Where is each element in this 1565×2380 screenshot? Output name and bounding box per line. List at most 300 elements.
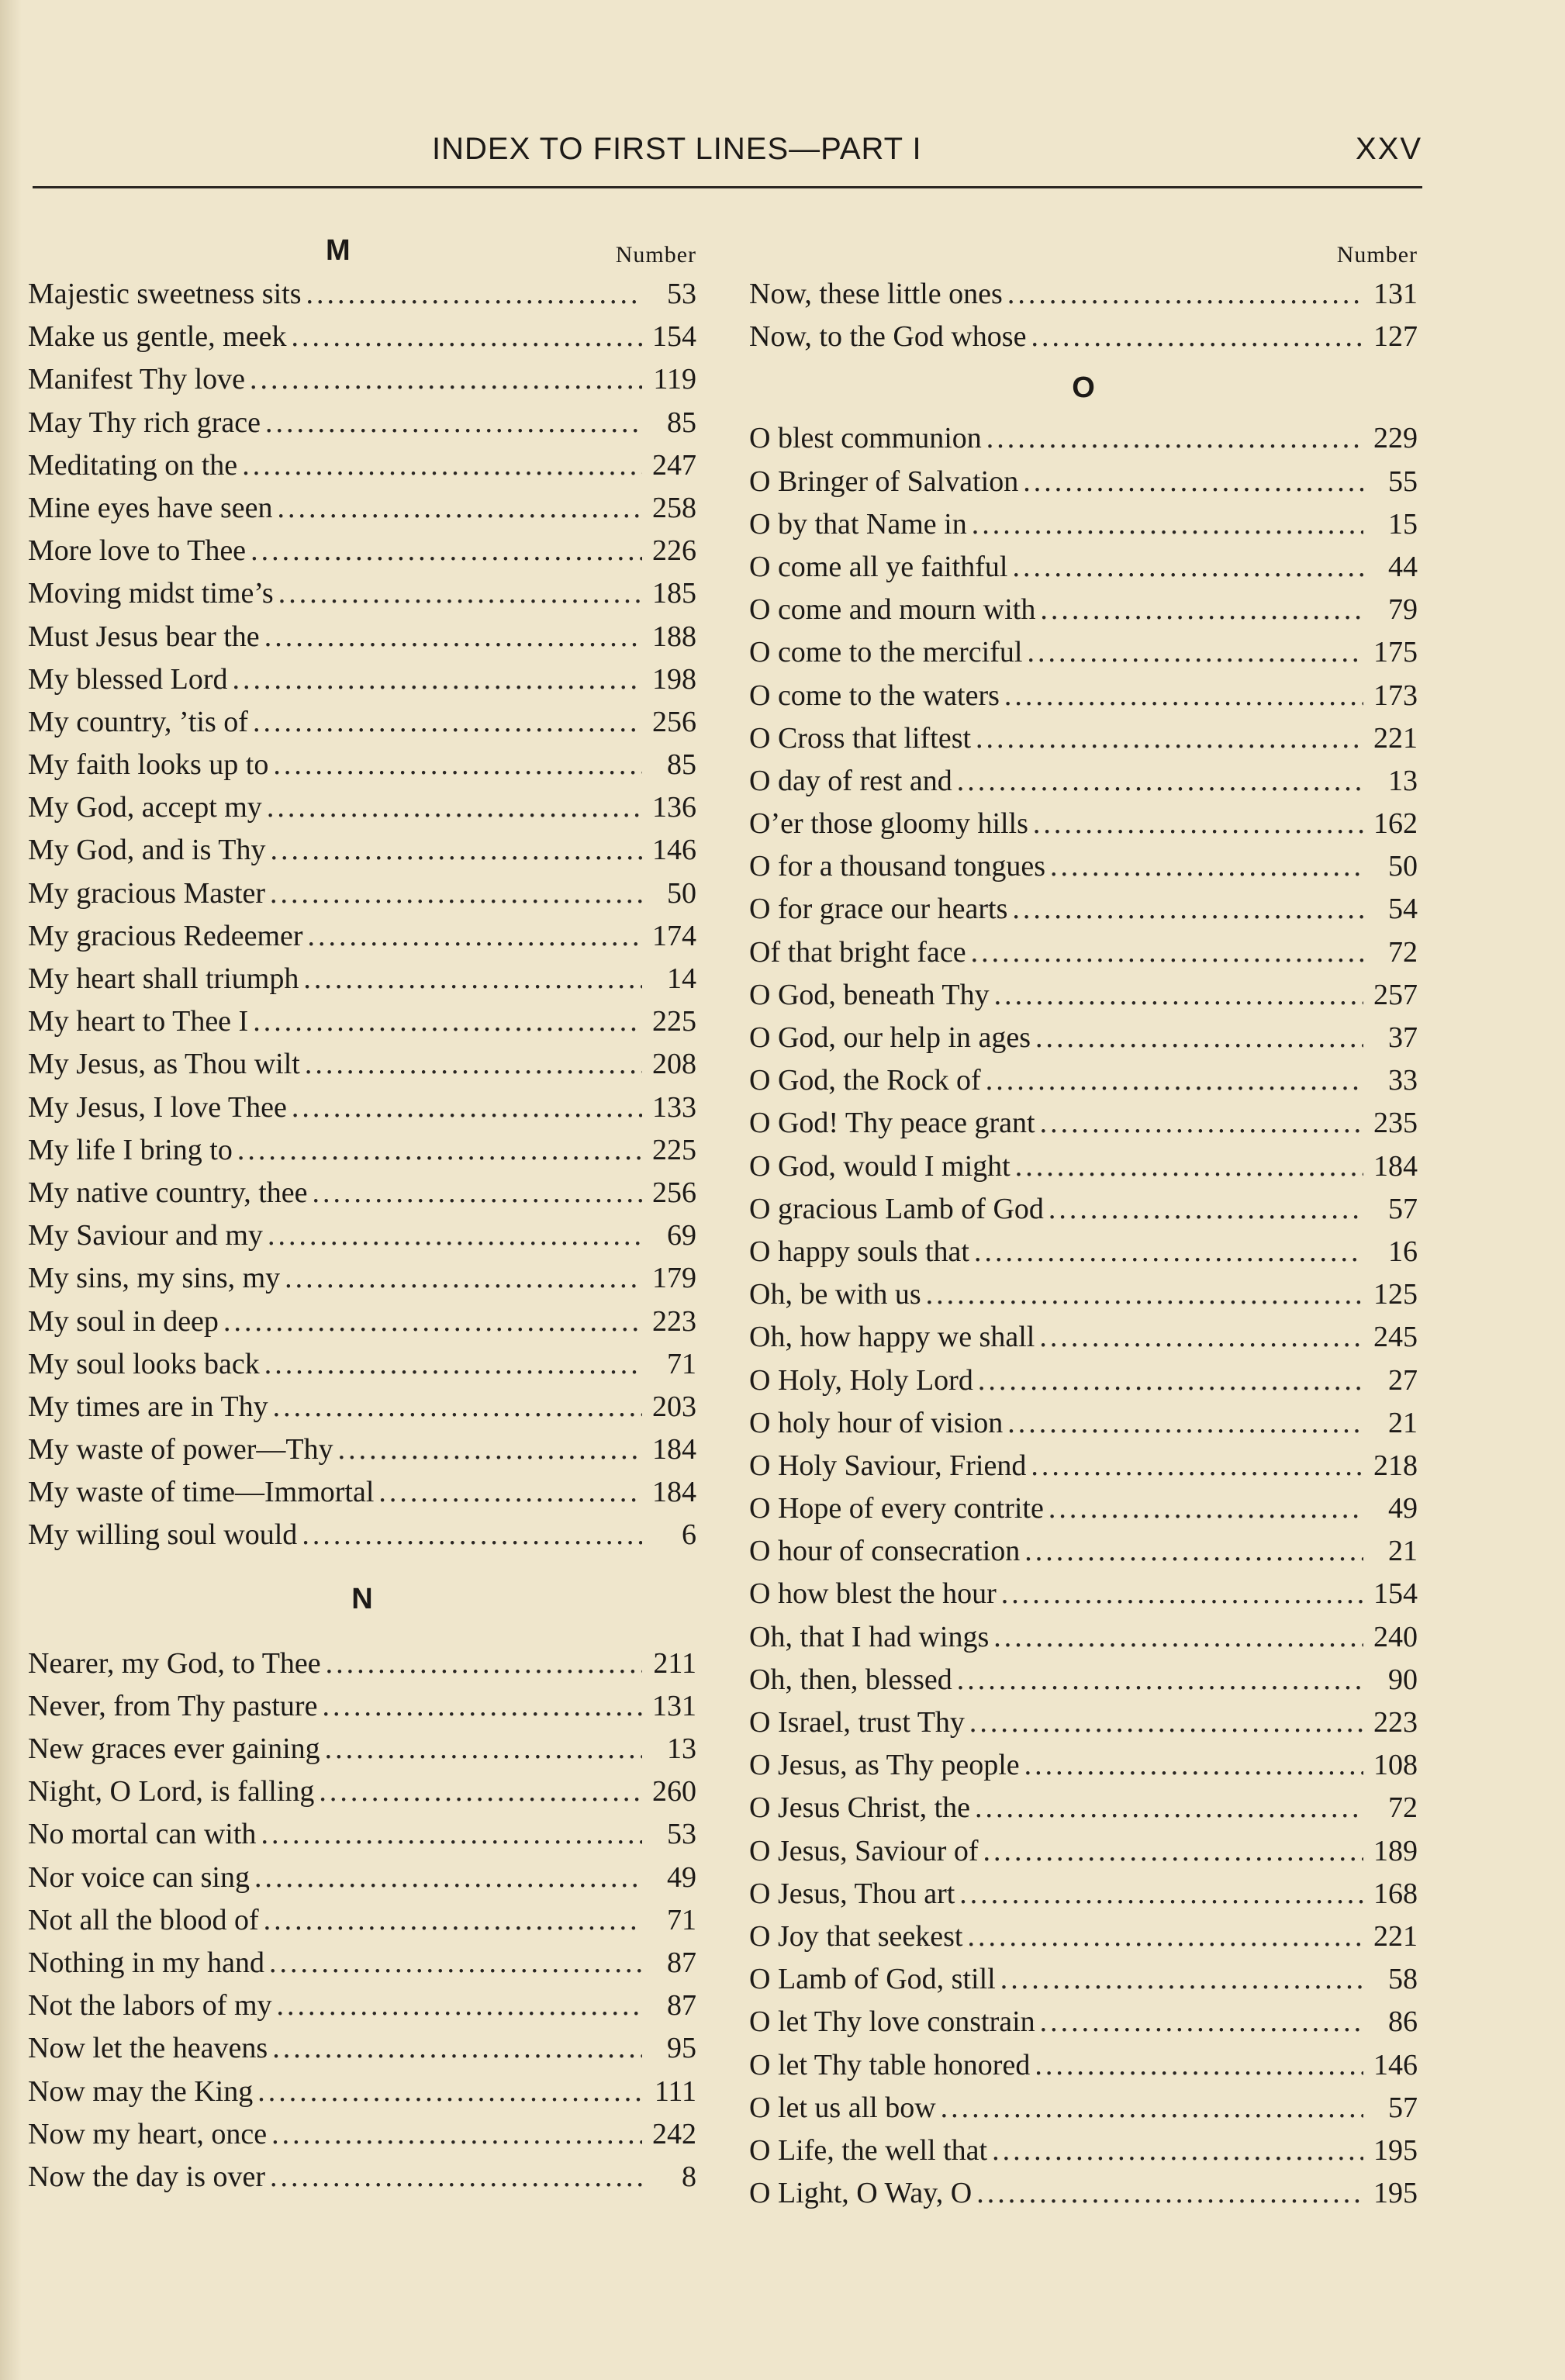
hymn-number: 225 — [652, 1133, 696, 1166]
dot-leader — [272, 2027, 642, 2070]
hymn-number: 146 — [652, 834, 696, 867]
hymn-number: 257 — [1373, 978, 1418, 1011]
first-line-text: O Holy, Holy Lord — [749, 1363, 973, 1397]
dot-leader — [253, 1000, 642, 1043]
first-line-text: My gracious Master — [28, 876, 266, 910]
first-line-text: O Jesus Christ, the — [749, 1791, 970, 1825]
first-line-text: Oh, that I had wings — [749, 1620, 990, 1653]
hymn-number: 136 — [652, 791, 696, 824]
first-line-text: O God! Thy peace grant — [749, 1107, 1035, 1140]
hymn-number: 188 — [652, 620, 696, 653]
page-title: INDEX TO FIRST LINES—PART I — [432, 132, 922, 166]
index-entry — [749, 1744, 1418, 1787]
section-header — [749, 358, 1418, 417]
index-entry — [28, 2027, 696, 2070]
hymn-number: 162 — [1373, 807, 1418, 841]
dot-leader — [1039, 1316, 1363, 1359]
first-line-text: O come all ye faithful — [749, 550, 1008, 583]
dot-leader — [1040, 2001, 1363, 2043]
hymn-number: 146 — [1373, 2048, 1418, 2081]
hymn-number: 79 — [1388, 593, 1418, 627]
first-line-text: Mine eyes have seen — [28, 491, 273, 524]
hymn-number: 127 — [1373, 320, 1418, 354]
index-entry — [28, 1086, 696, 1129]
hymn-number: 95 — [667, 2032, 696, 2065]
first-line-text: Now the day is over — [28, 2160, 266, 2193]
index-entry — [28, 1343, 696, 1386]
index-entry — [749, 1445, 1418, 1487]
first-line-text: O Holy Saviour, Friend — [749, 1449, 1027, 1482]
dot-leader — [303, 958, 642, 1000]
index-entry — [749, 461, 1418, 503]
first-line-text: My heart to Thee I — [28, 1005, 249, 1038]
hymn-number: 179 — [652, 1262, 696, 1295]
hymn-number: 198 — [652, 662, 696, 696]
index-entry — [749, 675, 1418, 717]
hymn-number: 242 — [652, 2117, 696, 2150]
dot-leader — [261, 1813, 642, 1856]
column-header — [749, 233, 1418, 273]
hymn-number: 27 — [1388, 1363, 1418, 1397]
index-entry — [28, 958, 696, 1000]
hymn-number: 125 — [1373, 1278, 1418, 1311]
hymn-number: 240 — [1373, 1620, 1418, 1653]
dot-leader — [250, 530, 642, 572]
dot-leader — [278, 487, 643, 530]
dot-leader — [308, 915, 642, 958]
index-entry — [749, 931, 1418, 974]
page-header — [33, 124, 1422, 188]
index-entry — [749, 1273, 1418, 1316]
first-line-text: O’er those gloomy hills — [749, 807, 1028, 841]
hymn-number: 154 — [1373, 1577, 1418, 1611]
dot-leader — [941, 2087, 1363, 2130]
hymn-number: 173 — [1373, 679, 1418, 712]
dot-leader — [233, 658, 642, 701]
dot-leader — [1023, 461, 1363, 503]
first-line-text: O how blest the hour — [749, 1577, 997, 1611]
hymn-number: 69 — [667, 1219, 696, 1252]
index-entry — [28, 1428, 696, 1471]
hymn-number: 256 — [652, 1176, 696, 1209]
dot-leader — [1049, 1487, 1363, 1530]
index-entry — [749, 631, 1418, 674]
hymn-number: 44 — [1388, 550, 1418, 583]
first-line-text: O Joy that seekest — [749, 1919, 963, 1953]
hymn-number: 229 — [1373, 422, 1418, 455]
hymn-number: 258 — [652, 491, 696, 524]
dot-leader — [322, 1685, 642, 1728]
index-entry — [749, 417, 1418, 460]
first-line-text: Of that bright face — [749, 935, 966, 969]
hymn-number: 50 — [1388, 850, 1418, 883]
first-line-text: My blessed Lord — [28, 662, 228, 696]
dot-leader — [305, 1043, 642, 1086]
dot-leader — [271, 2113, 642, 2156]
index-entry — [28, 273, 696, 316]
index-entry — [28, 1685, 696, 1728]
first-line-text: My God, accept my — [28, 791, 262, 824]
index-entry — [28, 2071, 696, 2113]
first-line-text: Night, O Lord, is falling — [28, 1775, 315, 1808]
dot-leader — [326, 1643, 642, 1685]
dot-leader — [967, 1915, 1363, 1958]
page-edge-shadow — [0, 0, 22, 2380]
index-entry — [28, 2113, 696, 2156]
dot-leader — [378, 1471, 642, 1514]
index-entry — [28, 744, 696, 786]
dot-leader — [1049, 1188, 1363, 1231]
hymn-number: 21 — [1388, 1406, 1418, 1439]
first-line-text: More love to Thee — [28, 534, 247, 568]
dot-leader — [1031, 316, 1363, 358]
hymn-number: 13 — [1388, 764, 1418, 797]
hymn-number: 33 — [1388, 1064, 1418, 1097]
index-entry — [749, 1145, 1418, 1188]
index-entry — [28, 530, 696, 572]
hymn-number: 58 — [1388, 1963, 1418, 1996]
first-line-text: Not the labors of my — [28, 1989, 272, 2022]
index-entry — [749, 760, 1418, 803]
hymn-number: 87 — [667, 1989, 696, 2022]
first-line-text: My country, ’tis of — [28, 705, 248, 738]
first-line-text: O blest communion — [749, 422, 982, 455]
first-line-text: May Thy rich grace — [28, 406, 261, 439]
index-entry — [749, 845, 1418, 888]
hymn-number: 235 — [1373, 1107, 1418, 1140]
dot-leader — [270, 872, 642, 915]
dot-leader — [1000, 1958, 1363, 2001]
first-line-text: Manifest Thy love — [28, 363, 246, 396]
first-line-text: My gracious Redeemer — [28, 919, 303, 952]
index-entry — [28, 2156, 696, 2199]
first-line-text: My God, and is Thy — [28, 834, 266, 867]
hymn-number: 85 — [667, 406, 696, 439]
dot-leader — [976, 2172, 1363, 2215]
index-entry — [749, 1616, 1418, 1659]
first-line-text: O hour of consecration — [749, 1535, 1021, 1568]
hymn-number: 189 — [1373, 1834, 1418, 1867]
first-line-text: O Cross that liftest — [749, 721, 972, 755]
dot-leader — [983, 1830, 1363, 1873]
right-column — [749, 233, 1418, 2215]
index-entry — [28, 1857, 696, 1899]
index-entry — [749, 1701, 1418, 1744]
first-line-text: Nothing in my hand — [28, 1946, 265, 1979]
index-entry — [28, 1000, 696, 1043]
first-line-text: Majestic sweetness sits — [28, 278, 302, 310]
first-line-text: Now may the King — [28, 2074, 254, 2108]
dot-leader — [302, 1514, 642, 1556]
hymn-number: 184 — [1373, 1149, 1418, 1183]
dot-leader — [1024, 1530, 1363, 1573]
hymn-number: 90 — [1388, 1663, 1418, 1696]
dot-leader — [972, 503, 1363, 546]
dot-leader — [1031, 1445, 1363, 1487]
first-line-text: My waste of time—Immortal — [28, 1476, 375, 1509]
index-entry — [28, 915, 696, 958]
index-entry — [28, 1514, 696, 1556]
dot-leader — [978, 1359, 1363, 1402]
index-entry — [28, 316, 696, 358]
index-entry — [28, 701, 696, 744]
dot-leader — [1040, 1102, 1363, 1145]
dot-leader — [994, 974, 1363, 1017]
dot-leader — [319, 1770, 642, 1813]
hymn-number: 223 — [652, 1304, 696, 1338]
dot-leader — [292, 1086, 642, 1129]
index-entry — [749, 503, 1418, 546]
index-entry — [749, 1530, 1418, 1573]
index-entry — [749, 1316, 1418, 1359]
first-line-text: O come and mourn with — [749, 593, 1036, 627]
dot-leader — [1040, 589, 1363, 631]
index-entry — [28, 829, 696, 872]
hymn-number: 49 — [1388, 1492, 1418, 1525]
index-entry — [749, 1958, 1418, 2001]
index-entry — [28, 1172, 696, 1214]
index-entry — [749, 1487, 1418, 1530]
dot-leader — [291, 316, 642, 358]
dot-leader — [253, 701, 642, 744]
number-column-label: Number — [1336, 242, 1418, 268]
index-entry — [749, 1659, 1418, 1701]
index-entry — [749, 1830, 1418, 1873]
hymn-number: 71 — [667, 1903, 696, 1936]
first-line-text: No mortal can with — [28, 1818, 257, 1851]
dot-leader — [976, 717, 1363, 760]
dot-leader — [959, 1873, 1363, 1915]
index-entry — [28, 1770, 696, 1813]
hymn-number: 195 — [1373, 2133, 1418, 2167]
first-line-text: O Light, O Way, O — [749, 2177, 973, 2210]
index-entry — [28, 1813, 696, 1856]
hymn-number: 131 — [652, 1689, 696, 1722]
dot-leader — [971, 931, 1363, 974]
dot-leader — [1024, 1744, 1363, 1787]
hymn-number: 37 — [1388, 1021, 1418, 1054]
hymn-number: 8 — [682, 2160, 696, 2193]
index-entry — [28, 786, 696, 829]
first-line-text: My soul looks back — [28, 1347, 260, 1380]
dot-leader — [986, 417, 1363, 460]
hymn-number: 16 — [1388, 1235, 1418, 1268]
first-line-text: O Jesus, Saviour of — [749, 1834, 979, 1867]
first-line-text: O let Thy table honored — [749, 2048, 1031, 2081]
index-entry — [28, 616, 696, 658]
hymn-number: 50 — [667, 876, 696, 910]
index-entry — [749, 1059, 1418, 1102]
hymn-number: 85 — [667, 748, 696, 782]
hymn-number: 57 — [1388, 1192, 1418, 1225]
index-entry — [28, 1129, 696, 1172]
dot-leader — [1001, 1573, 1363, 1615]
hymn-number: 175 — [1373, 636, 1418, 669]
index-entry — [28, 1899, 696, 1942]
hymn-number: 208 — [652, 1048, 696, 1081]
first-line-text: O for a thousand tongues — [749, 850, 1046, 883]
first-line-text: Make us gentle, meek — [28, 320, 287, 354]
hymn-number: 53 — [667, 1818, 696, 1851]
dot-leader — [265, 402, 642, 444]
dot-leader — [1050, 845, 1363, 888]
dot-leader — [237, 1129, 642, 1172]
hymn-number: 133 — [652, 1090, 696, 1124]
first-line-text: O happy souls that — [749, 1235, 969, 1268]
dot-leader — [264, 1899, 642, 1942]
dot-leader — [992, 2130, 1363, 2172]
hymn-number: 211 — [653, 1646, 696, 1680]
index-entry — [28, 1728, 696, 1770]
hymn-number: 119 — [653, 363, 696, 396]
index-entry — [28, 1643, 696, 1685]
index-entry — [749, 2172, 1418, 2215]
index-entry — [749, 2044, 1418, 2087]
index-entry — [28, 1471, 696, 1514]
index-entry — [28, 1043, 696, 1086]
hymn-number: 245 — [1373, 1321, 1418, 1354]
first-line-text: O holy hour of vision — [749, 1406, 1004, 1439]
section-header — [28, 1557, 696, 1643]
hymn-number: 221 — [1373, 721, 1418, 755]
index-entry — [749, 316, 1418, 358]
first-line-text: O Jesus, Thou art — [749, 1877, 955, 1910]
hymn-number: 21 — [1388, 1535, 1418, 1568]
index-entry — [28, 1214, 696, 1257]
first-line-text: Must Jesus bear the — [28, 620, 260, 653]
first-line-text: Oh, then, blessed — [749, 1663, 952, 1696]
hymn-number: 57 — [1388, 2091, 1418, 2124]
first-line-text: Not all the blood of — [28, 1903, 259, 1936]
first-line-text: O gracious Lamb of God — [749, 1192, 1044, 1225]
page-number: XXV — [1355, 132, 1422, 166]
dot-leader — [957, 760, 1363, 803]
section-letter: N — [351, 1583, 373, 1616]
dot-leader — [242, 444, 642, 487]
first-line-text: New graces ever gaining — [28, 1732, 320, 1765]
dot-leader — [969, 1701, 1363, 1744]
hymn-number: 49 — [667, 1860, 696, 1894]
dot-leader — [986, 1059, 1363, 1102]
dot-leader — [1007, 273, 1363, 316]
first-line-text: O Bringer of Salvation — [749, 465, 1019, 498]
hymn-number: 247 — [652, 448, 696, 482]
first-line-text: My sins, my sins, my — [28, 1262, 281, 1295]
first-line-text: O Life, the well that — [749, 2133, 988, 2167]
hymn-number: 111 — [654, 2074, 696, 2108]
hymn-number: 131 — [1373, 278, 1418, 310]
first-line-text: My faith looks up to — [28, 748, 269, 782]
dot-leader — [993, 1616, 1363, 1659]
dot-leader — [268, 1214, 642, 1257]
first-line-text: O God, the Rock of — [749, 1064, 981, 1097]
hymn-number: 195 — [1373, 2177, 1418, 2210]
index-entry — [749, 1188, 1418, 1231]
first-line-text: O for grace our hearts — [749, 893, 1008, 926]
index-entry — [28, 358, 696, 401]
index-entry — [28, 658, 696, 701]
first-line-text: My soul in deep — [28, 1304, 219, 1338]
first-line-text: My Jesus, I love Thee — [28, 1090, 287, 1124]
dot-leader — [250, 358, 642, 401]
first-line-text: My native country, thee — [28, 1176, 308, 1209]
dot-leader — [278, 572, 642, 615]
first-line-text: O let us all bow — [749, 2091, 936, 2124]
index-entry — [28, 872, 696, 915]
dot-leader — [1007, 1402, 1363, 1445]
dot-leader — [270, 829, 642, 872]
index-entry — [749, 2087, 1418, 2130]
dot-leader — [1012, 546, 1363, 589]
first-line-text: Oh, be with us — [749, 1278, 921, 1311]
first-line-text: O Jesus, as Thy people — [749, 1749, 1020, 1782]
first-line-text: O God, our help in ages — [749, 1021, 1031, 1054]
first-line-text: O God, would I might — [749, 1149, 1011, 1183]
first-line-text: Now, to the God whose — [749, 320, 1027, 354]
first-line-text: Now let the heavens — [28, 2032, 268, 2065]
index-entry — [749, 1915, 1418, 1958]
hymn-number: 72 — [1388, 935, 1418, 969]
index-entry — [28, 487, 696, 530]
index-entry — [749, 2130, 1418, 2172]
section-letter: M — [326, 234, 351, 267]
index-entry — [749, 1402, 1418, 1445]
index-entry — [28, 1301, 696, 1343]
index-entry — [749, 803, 1418, 845]
dot-leader — [264, 1343, 642, 1386]
dot-leader — [223, 1301, 642, 1343]
index-entry — [28, 402, 696, 444]
hymn-number: 174 — [652, 919, 696, 952]
hymn-number: 108 — [1373, 1749, 1418, 1782]
hymn-number: 168 — [1373, 1877, 1418, 1910]
hymn-number: 225 — [652, 1005, 696, 1038]
hymn-number: 14 — [667, 962, 696, 995]
index-entry — [28, 1984, 696, 2027]
index-entry — [749, 1231, 1418, 1273]
index-entry — [749, 1102, 1418, 1145]
index-entry — [749, 1873, 1418, 1915]
dot-leader — [277, 1984, 642, 2027]
index-entry — [749, 1573, 1418, 1615]
dot-leader — [338, 1428, 642, 1471]
dot-leader — [267, 786, 642, 829]
hymn-number: 226 — [652, 534, 696, 568]
first-line-text: O Israel, trust Thy — [749, 1706, 965, 1739]
index-entry — [28, 1386, 696, 1428]
first-line-text: My life I bring to — [28, 1133, 233, 1166]
hymn-number: 185 — [652, 577, 696, 610]
first-line-text: Oh, how happy we shall — [749, 1321, 1035, 1354]
dot-leader — [1004, 675, 1363, 717]
dot-leader — [974, 1231, 1363, 1273]
first-line-text: My times are in Thy — [28, 1390, 268, 1423]
left-column — [28, 233, 696, 2199]
index-entry — [749, 717, 1418, 760]
hymn-number: 15 — [1388, 507, 1418, 541]
hymn-number: 223 — [1373, 1706, 1418, 1739]
first-line-text: My heart shall triumph — [28, 962, 299, 995]
index-entry — [749, 589, 1418, 631]
dot-leader — [325, 1728, 642, 1770]
first-line-text: Moving midst time’s — [28, 577, 274, 610]
hymn-number: 54 — [1388, 893, 1418, 926]
hymn-number: 184 — [652, 1433, 696, 1466]
hymn-number: 256 — [652, 705, 696, 738]
hymn-number: 203 — [652, 1390, 696, 1423]
first-line-text: Now my heart, once — [28, 2117, 268, 2150]
dot-leader — [264, 616, 642, 658]
